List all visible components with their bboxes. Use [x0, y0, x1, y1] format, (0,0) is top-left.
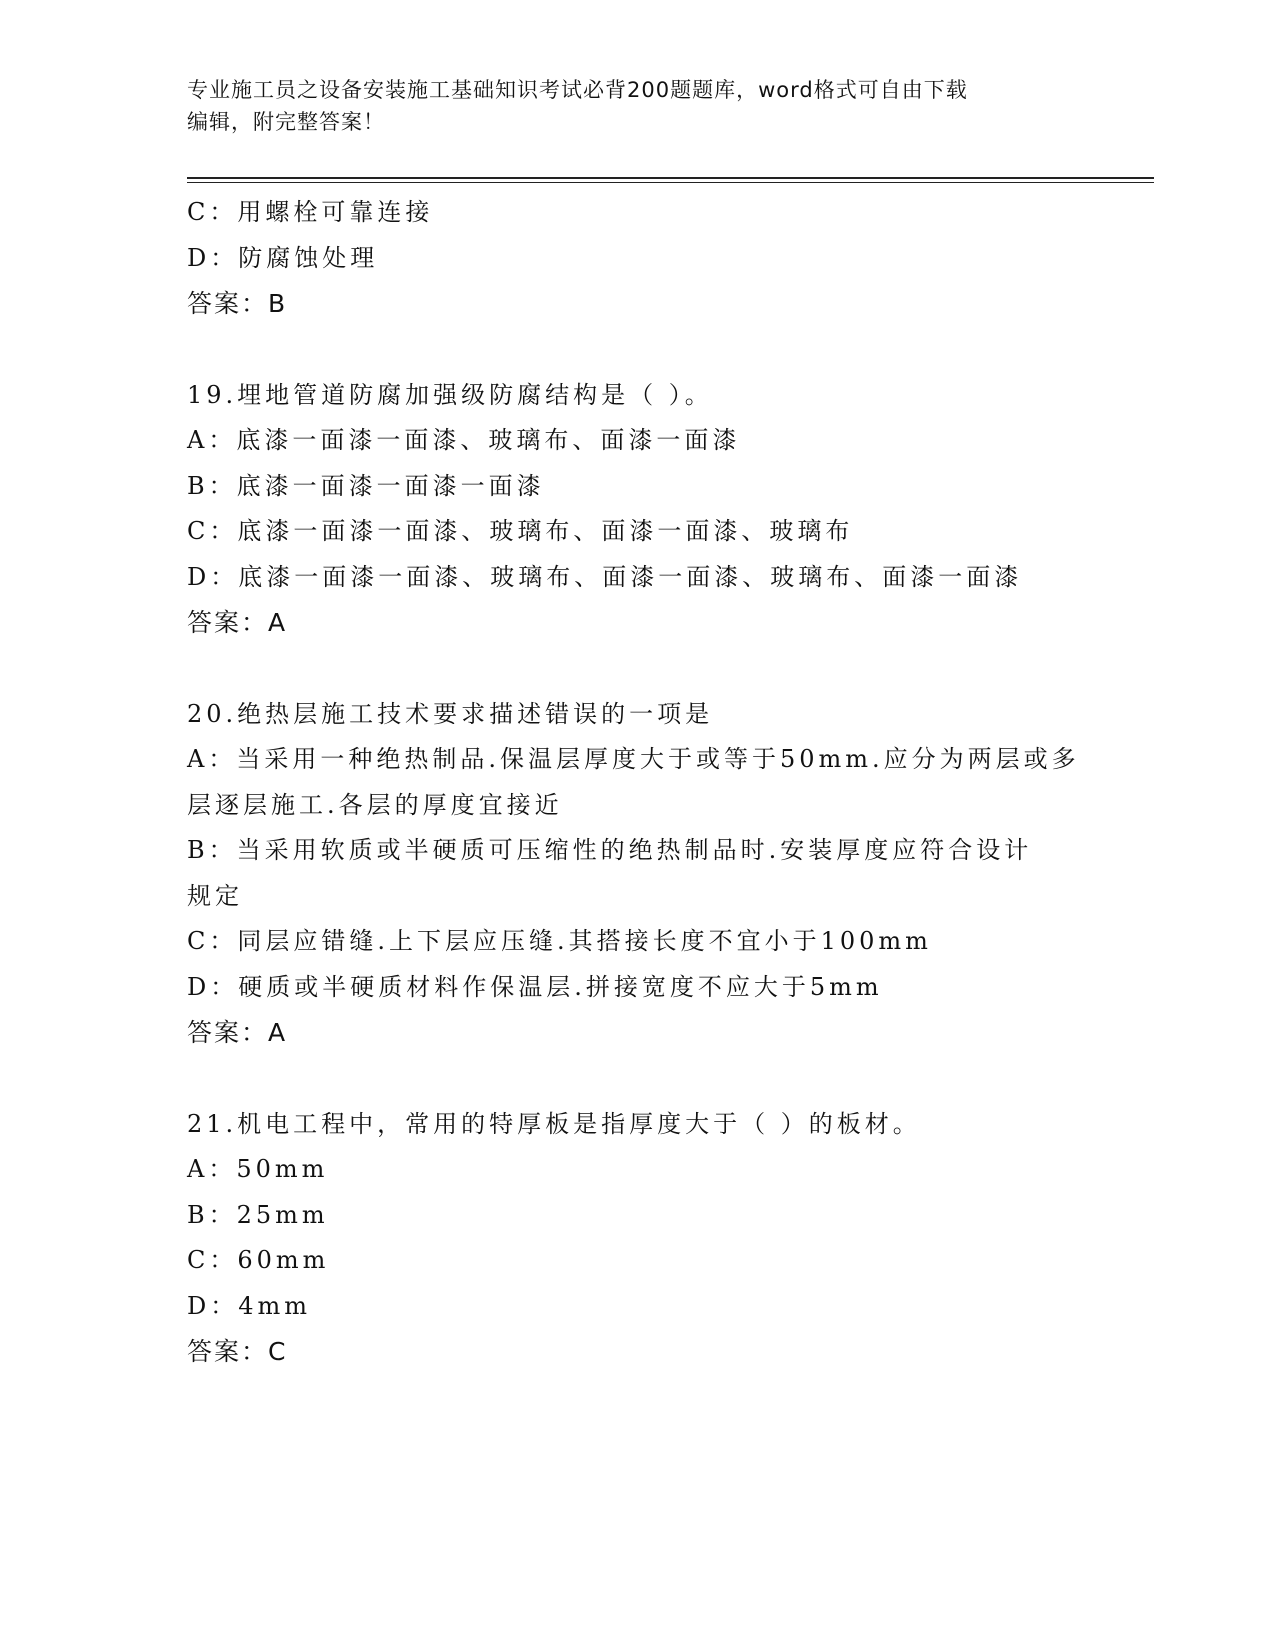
question-19 [187, 373, 1087, 646]
option-d: D：底漆一面漆一面漆、玻璃布、面漆一面漆、玻璃布、面漆一面漆 [187, 562, 1023, 591]
answer: 答案：A [187, 1018, 288, 1047]
option-b-line-1: B：当采用软质或半硬质可压缩性的绝热制品时.安装厚度应符合设计 [187, 836, 1033, 864]
option-a: A：底漆一面漆一面漆、玻璃布、面漆一面漆 [187, 426, 741, 454]
question-text: 19.埋地管道防腐加强级防腐结构是（ ）。 [187, 380, 713, 409]
document-body [187, 190, 1087, 1375]
option-d: D：防腐蚀处理 [187, 243, 379, 272]
answer: 答案：B [187, 289, 288, 318]
question-text: 20.绝热层施工技术要求描述错误的一项是 [187, 699, 714, 728]
answer: 答案：C [187, 1337, 288, 1366]
option-a: A：50mm [187, 1155, 329, 1183]
answer: 答案：A [187, 608, 288, 637]
option-c: C：60mm [187, 1246, 330, 1274]
option-c: C：底漆一面漆一面漆、玻璃布、面漆一面漆、玻璃布 [187, 517, 854, 545]
spacer [187, 646, 1087, 692]
option-a-line-1: A：当采用一种绝热制品.保温层厚度大于或等于50mm.应分为两层或多 [187, 745, 1080, 773]
spacer [187, 327, 1087, 373]
header-divider-thin [187, 182, 1154, 183]
option-d: D：4mm [187, 1291, 312, 1320]
option-b-line-2: 规定 [187, 881, 243, 910]
header-line-1: 专业施工员之设备安装施工基础知识考试必背200题题库，word格式可自由下载 [187, 78, 968, 102]
option-a-line-2: 层逐层施工.各层的厚度宜接近 [187, 790, 563, 819]
option-b: B：25mm [187, 1200, 329, 1229]
option-c: C：用螺栓可靠连接 [187, 198, 434, 226]
option-c: C：同层应错缝.上下层应压缝.其搭接长度不宜小于100mm [187, 927, 932, 955]
option-b: B：底漆一面漆一面漆一面漆 [187, 471, 545, 500]
option-d: D：硬质或半硬质材料作保温层.拼接宽度不应大于5mm [187, 972, 883, 1001]
question-18-continued [187, 190, 1087, 327]
document-header [187, 74, 1067, 138]
header-divider-thick [187, 177, 1154, 179]
header-line-2: 编辑，附完整答案！ [187, 110, 385, 134]
question-text: 21.机电工程中，常用的特厚板是指厚度大于（ ）的板材。 [187, 1109, 921, 1138]
question-21 [187, 1102, 1087, 1375]
question-20 [187, 692, 1087, 1056]
spacer [187, 1056, 1087, 1102]
